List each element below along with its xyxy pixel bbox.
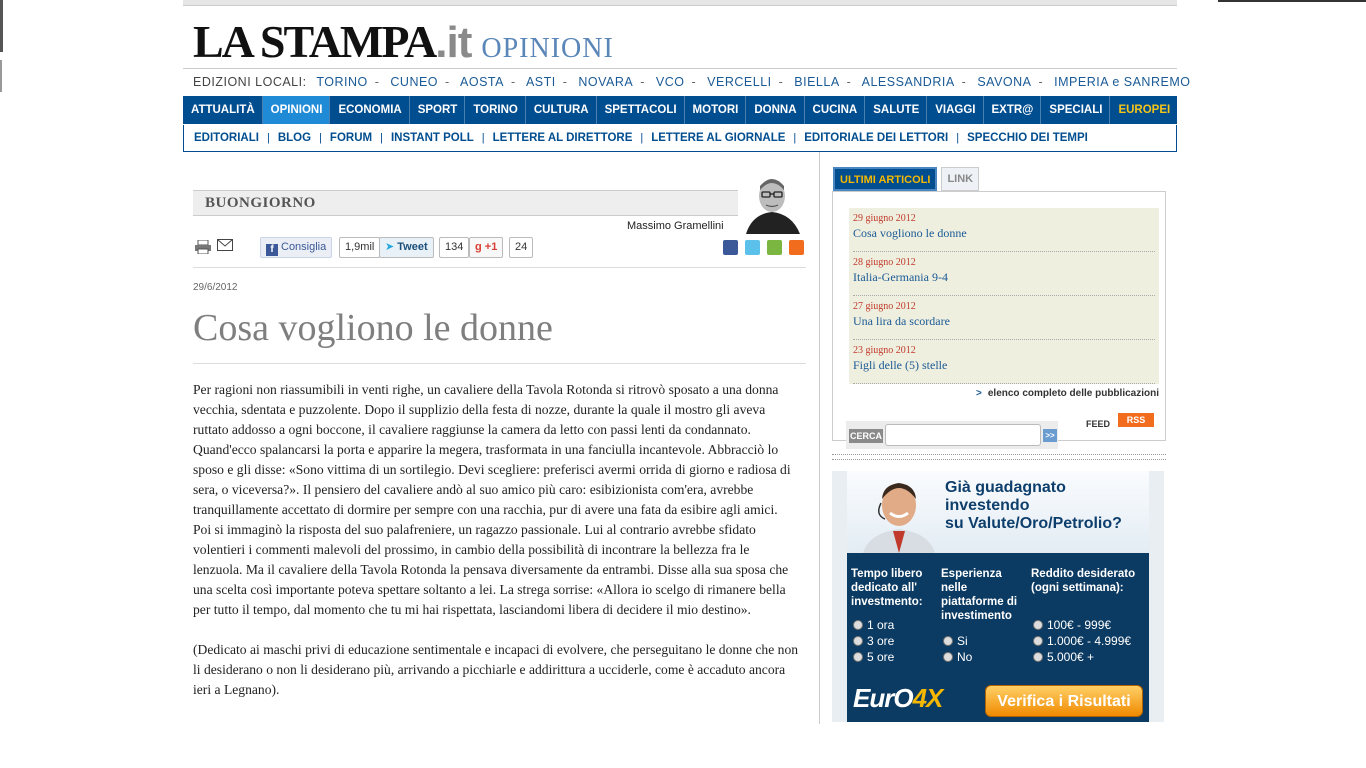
ad-question-line: investimento	[941, 610, 1012, 622]
nav-item-cucina[interactable]: CUCINA	[805, 96, 866, 124]
separator: |	[956, 132, 960, 144]
facebook-like-label: Consiglia	[281, 241, 327, 253]
local-editions	[183, 68, 1191, 95]
right-edge-line	[1218, 0, 1366, 2]
subnav-editoriale-lettori[interactable]: EDITORIALE DEI LETTORI	[804, 132, 949, 144]
nav-item-economia[interactable]: ECONOMIA	[330, 96, 409, 124]
left-edge-mark-2	[0, 60, 2, 92]
nav-item-attualita[interactable]: ATTUALITÀ	[183, 96, 263, 124]
ad-cta-button[interactable]: Verifica i Risultati	[985, 685, 1143, 717]
edition-link[interactable]: VERCELLI	[707, 75, 772, 89]
subnav-specchio-tempi[interactable]: SPECCHIO DEI TEMPI	[967, 132, 1088, 144]
nav-item-speciali[interactable]: SPECIALI	[1041, 96, 1110, 124]
ad-radio-option[interactable]	[853, 633, 894, 649]
ad-form	[847, 553, 1149, 722]
google-plus-count: 24	[509, 237, 533, 258]
print-icon[interactable]	[195, 240, 211, 254]
separator: -	[374, 75, 380, 89]
subnav-lettere-giornale[interactable]: LETTERE AL GIORNALE	[651, 132, 786, 144]
edition-link[interactable]: ASTI	[525, 75, 556, 89]
logo-text[interactable]: LA STAMPA	[193, 16, 436, 67]
search-go-button[interactable]: >>	[1043, 429, 1057, 442]
column-author: Massimo Gramellini	[627, 220, 724, 232]
divider	[832, 459, 1166, 460]
latest-articles-list	[849, 208, 1159, 384]
edition-link[interactable]: CUNEO	[390, 75, 439, 89]
tweet-button[interactable]	[379, 237, 434, 258]
nav-item-viaggi[interactable]: VIAGGI	[927, 96, 983, 124]
separator: -	[445, 75, 450, 89]
nav-item-extra[interactable]: EXTR@	[984, 96, 1042, 124]
ad-headline-line: investendo	[945, 497, 1030, 514]
separator: |	[793, 132, 797, 144]
separator: |	[481, 132, 485, 144]
ad-logo-text: EurO	[853, 683, 913, 713]
email-icon[interactable]	[217, 239, 233, 251]
editions-label: EDIZIONI LOCALI:	[193, 75, 307, 89]
ad-question-line: investmento:	[851, 596, 923, 608]
latest-title[interactable]: Cosa vogliono le donne	[853, 226, 967, 240]
ad-question-income	[1031, 567, 1135, 595]
separator: -	[691, 75, 697, 89]
ad-question-line: Esperienza	[941, 568, 1002, 580]
subnav-blog[interactable]: BLOG	[277, 132, 312, 144]
ad-option-label: Si	[957, 634, 968, 648]
ad-question-experience	[941, 567, 1017, 623]
ad-radio-option[interactable]	[943, 633, 968, 649]
radio-icon	[943, 636, 953, 646]
ad-headline-line: Già guadagnato	[945, 479, 1066, 496]
list-item[interactable]	[853, 340, 1155, 384]
nav-item-torino[interactable]: TORINO	[465, 96, 526, 124]
latest-date: 28 giugno 2012	[853, 257, 916, 268]
latest-date: 27 giugno 2012	[853, 301, 916, 312]
divider	[832, 454, 1166, 455]
nav-item-opinioni[interactable]: OPINIONI	[263, 96, 331, 124]
ad-radio-option[interactable]	[1033, 617, 1111, 633]
list-item[interactable]	[853, 252, 1155, 296]
nav-item-donna[interactable]: DONNA	[746, 96, 804, 124]
latest-date: 29 giugno 2012	[853, 213, 916, 224]
logo-tld[interactable]: .it	[435, 18, 472, 67]
left-margin	[0, 0, 183, 768]
ad-radio-option[interactable]	[853, 649, 894, 665]
divider	[193, 267, 806, 268]
nav-item-spettacoli[interactable]: SPETTACOLI	[597, 96, 685, 124]
twitter-bird-icon: ➤	[385, 241, 395, 253]
latest-title[interactable]: Figli delle (5) stelle	[853, 358, 948, 372]
ad-option-label: No	[957, 650, 973, 664]
twitter-share-icon[interactable]	[745, 240, 760, 255]
article-headline: Cosa vogliono le donne	[193, 307, 553, 349]
all-publications-label: elenco completo delle pubblicazioni	[987, 388, 1159, 399]
facebook-icon: f	[266, 244, 278, 256]
divider	[193, 363, 806, 364]
subnav-forum[interactable]: FORUM	[329, 132, 373, 144]
edition-link[interactable]: VCO	[655, 75, 685, 89]
search-label: CERCA	[849, 431, 882, 441]
ad-radio-option[interactable]	[1033, 649, 1094, 665]
ad-header	[847, 471, 1149, 553]
advertisement[interactable]	[832, 471, 1164, 722]
all-publications-link[interactable]	[976, 388, 1159, 399]
chevron-right-icon: >	[976, 388, 982, 399]
tab-link[interactable]: LINK	[941, 167, 979, 191]
separator: -	[778, 75, 784, 89]
radio-icon	[853, 652, 863, 662]
edition-link[interactable]: IMPERIA e SANREMO	[1054, 75, 1191, 89]
ad-question-line: Tempo libero	[851, 568, 923, 580]
article-paragraph: Per ragioni non riassumibili in venti righe, un cavaliere della Tavola Rotonda si ritrovò sposato a una donna vecchia, sdentata e puzzolente. Dopo il supplizio della festa di nozze, durante la quale il mostro gli aveva ruttato addosso a ogni boccone, il cavaliere raggiunse la camera da letto con passi lenti da condannato. Quand'ecco spalancarsi la porta e apparire la megera, trasformata in una fanciulla incantevole. Abbracciò lo sposo e gli disse: «Sono vittima di un sortilegio. Devi scegliere: preferisci avermi orrida di giorno e radiosa di sera, o viceversa?». Il pensiero del cavaliere andò al suo amico più caro: esibizionista com'era, avrebbe tranquillamente accettato di dormire per sempre con una racchia, pur di avere una fata da esibire agli amici. Poi si immaginò la risposta del suo palafreniere, un ragazzo passionale. Lui al contrario avrebbe sfidato volentieri i commenti malevoli del prossimo, in cambio della possibilità di incontrare la bellezza fra le lenzuola. Ma il cavaliere della Tavola Rotonda la pensava diversamente da entrambi. Disse alla sua sposa che una scelta così importante poteva spettare soltanto a lei. La strega sorrise: «Allora io scelgo di rimanere bella per tutto il tempo, dal momento che tu mi hai rispettata, lasciandomi libera di decidere il mio destino».	[193, 382, 791, 617]
rss-button[interactable]: RSS	[1118, 413, 1154, 427]
subnav-editoriali[interactable]: EDITORIALI	[194, 132, 259, 144]
radio-icon	[853, 620, 863, 630]
page	[183, 0, 1191, 768]
latest-articles-box	[832, 191, 1166, 441]
list-item[interactable]	[853, 208, 1155, 252]
ad-question-line: Reddito desiderato	[1031, 568, 1136, 580]
ad-option-label: 5 ore	[867, 650, 895, 664]
share-bar	[193, 236, 806, 260]
latest-date: 23 giugno 2012	[853, 345, 916, 356]
edition-link[interactable]: ALESSANDRIA	[861, 75, 955, 89]
feed-label: FEED	[1086, 419, 1111, 429]
ad-radio-option[interactable]	[853, 617, 894, 633]
ad-logo-accent: 4X	[912, 683, 943, 713]
article-body	[193, 380, 799, 720]
separator: -	[562, 75, 568, 89]
ad-option-label: 100€ - 999€	[1047, 618, 1112, 632]
search-input[interactable]	[885, 424, 1041, 446]
subnav-lettere-direttore[interactable]: LETTERE AL DIRETTORE	[492, 132, 633, 144]
radio-icon	[1033, 652, 1043, 662]
nav-item-cultura[interactable]: CULTURA	[526, 96, 597, 124]
radio-icon	[853, 636, 863, 646]
tab-ultimi-articoli[interactable]: ULTIMI ARTICOLI	[833, 167, 937, 191]
article-date: 29/6/2012	[193, 282, 238, 293]
separator: |	[319, 132, 322, 144]
edition-link[interactable]: TORINO	[316, 75, 368, 89]
separator: |	[380, 132, 383, 144]
nav-item-europei[interactable]: EUROPEI	[1118, 104, 1171, 116]
google-plus-label: +1	[484, 241, 498, 253]
ad-man-illustration	[859, 475, 939, 553]
main-nav	[183, 96, 1177, 124]
myspace-share-icon[interactable]	[767, 240, 782, 255]
latest-title[interactable]: Italia-Germania 9-4	[853, 270, 948, 284]
nav-item-salute[interactable]: SALUTE	[865, 96, 927, 124]
nav-item-sport[interactable]: SPORT	[410, 96, 466, 124]
subnav-instant-poll[interactable]: INSTANT POLL	[390, 132, 474, 144]
separator: |	[640, 132, 644, 144]
list-item[interactable]	[853, 296, 1155, 340]
google-plus-button[interactable]	[469, 237, 503, 258]
sidebar-tabs	[833, 167, 983, 191]
radio-icon	[943, 652, 953, 662]
edition-link[interactable]: NOVARA	[578, 75, 634, 89]
ad-question-line: dedicato all'	[851, 582, 918, 594]
column-header	[193, 172, 806, 234]
section-title[interactable]: OPINIONI	[481, 33, 614, 64]
add-share-icon[interactable]	[789, 240, 804, 255]
ad-option-label: 1.000€ - 4.999€	[1047, 634, 1132, 648]
facebook-share-icon[interactable]	[723, 240, 738, 255]
ad-banner[interactable]	[847, 471, 1149, 722]
nav-item-motori[interactable]: MOTORI	[685, 96, 747, 124]
ad-question-line: (ogni settimana):	[1031, 582, 1124, 594]
facebook-like-button[interactable]	[260, 237, 332, 258]
separator: -	[640, 75, 645, 89]
tweet-label: Tweet	[397, 241, 428, 253]
separator: -	[961, 75, 967, 89]
radio-icon	[1033, 636, 1043, 646]
search-box	[846, 421, 1058, 449]
ad-question-line: piattaforme di	[941, 596, 1018, 608]
top-strip	[183, 0, 1177, 6]
ad-option-label: 3 ore	[867, 634, 895, 648]
edition-link[interactable]: BIELLA	[794, 75, 840, 89]
tweet-count: 134	[439, 237, 469, 258]
separator: -	[510, 75, 516, 89]
ad-option-label: 5.000€ +	[1047, 650, 1095, 664]
brand[interactable]	[193, 18, 614, 66]
ad-brand-logo	[853, 683, 942, 714]
separator: -	[846, 75, 852, 89]
ad-headline-line: su Valute/Oro/Petrolio?	[945, 515, 1122, 532]
edition-link[interactable]: AOSTA	[460, 75, 504, 89]
ad-radio-option[interactable]	[1033, 633, 1131, 649]
edition-link[interactable]: SAVONA	[977, 75, 1032, 89]
ad-option-label: 1 ora	[867, 618, 895, 632]
ad-question-time	[851, 567, 923, 609]
column-divider	[819, 152, 820, 724]
left-edge-mark	[0, 0, 3, 52]
column-title[interactable]: BUONGIORNO	[205, 195, 316, 211]
separator: |	[266, 132, 270, 144]
article-paragraph: (Dedicato ai maschi privi di educazione sentimentale e incapaci di evolvere, che perseguitano le donne che non li desiderano o non li desiderano più, arrivando a picchiarle e addirittura a ucciderle, come è accaduto ancora ieri a Legnano).	[193, 642, 799, 697]
ad-question-line: nelle	[941, 582, 968, 594]
radio-icon	[1033, 620, 1043, 630]
separator: -	[1038, 75, 1044, 89]
ad-radio-option[interactable]	[943, 649, 972, 665]
facebook-like-count: 1,9mil	[339, 237, 380, 258]
ad-headline	[945, 479, 1122, 533]
google-icon: g	[475, 241, 482, 253]
latest-title[interactable]: Una lira da scordare	[853, 314, 950, 328]
author-portrait	[738, 172, 806, 234]
sub-nav	[183, 125, 1177, 152]
